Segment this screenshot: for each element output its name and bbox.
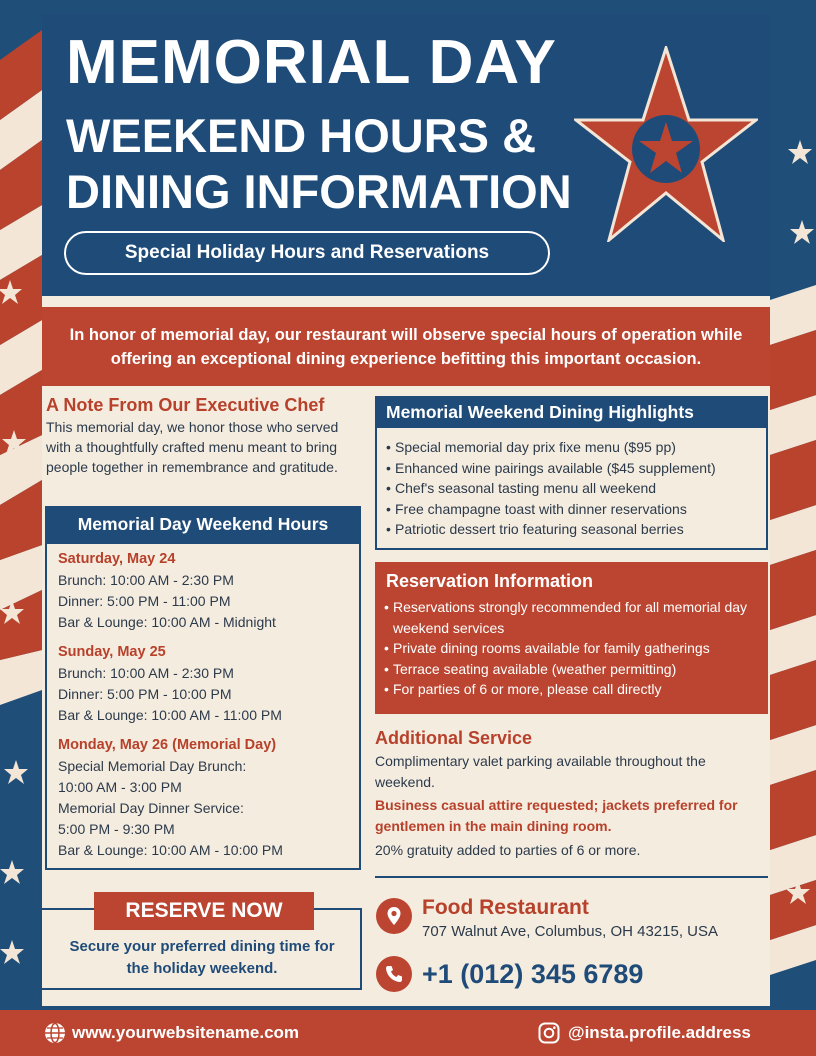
reserve-now-button[interactable]: RESERVE NOW	[94, 892, 314, 930]
hours-content	[58, 549, 358, 861]
attire-text: Business casual attire requested; jackets preferred for gentlemen in the main dining room.	[375, 797, 738, 834]
list-item: • Chef's seasonal tasting menu all weekend	[386, 478, 762, 499]
hours-line: 10:00 AM - 3:00 PM	[58, 779, 182, 795]
list-item: • Enhanced wine pairings available ($45 supplement)	[386, 458, 762, 479]
highlights-title: Memorial Weekend Dining Highlights	[375, 396, 768, 428]
gratuity-text: 20% gratuity added to parties of 6 or more.	[375, 842, 641, 858]
chef-note-title: A Note From Our Executive Chef	[46, 395, 325, 415]
star-emblem-icon	[574, 46, 758, 242]
reservation-title: Reservation Information	[386, 571, 594, 591]
hours-line: Bar & Lounge: 10:00 AM - 11:00 PM	[58, 707, 282, 723]
hours-line: Bar & Lounge: 10:00 AM - 10:00 PM	[58, 842, 283, 858]
highlights-list	[386, 437, 762, 540]
list-item: • Private dining rooms available for family gatherings	[384, 638, 762, 659]
list-item: • For parties of 6 or more, please call directly	[384, 679, 762, 700]
instagram-icon	[538, 1022, 560, 1044]
list-item: • Free champagne toast with dinner reservations	[386, 499, 762, 520]
additional-service-title: Additional Service	[375, 728, 533, 748]
list-item: • Terrace seating available (weather permitting)	[384, 659, 762, 680]
intro-banner: In honor of memorial day, our restaurant will observe special hours of operation while offering an exceptional dining experience befitting this important occasion.	[42, 307, 770, 386]
restaurant-address: 707 Walnut Ave, Columbus, OH 43215, USA	[422, 923, 718, 940]
day-heading: Sunday, May 25	[58, 644, 166, 660]
hours-line: Bar & Lounge: 10:00 AM - Midnight	[58, 614, 276, 630]
restaurant-name: Food Restaurant	[422, 896, 589, 919]
list-item: • Reservations strongly recommended for all memorial day weekend services	[384, 597, 762, 638]
globe-icon	[44, 1022, 66, 1044]
phone-icon	[376, 956, 412, 992]
location-pin-icon	[376, 898, 412, 934]
hours-line: 5:00 PM - 9:30 PM	[58, 821, 175, 837]
title-line-3: DINING INFORMATION	[66, 165, 572, 218]
list-item: • Special memorial day prix fixe menu ($95 pp)	[386, 437, 762, 458]
list-item: • Patriotic dessert trio featuring seasonal berries	[386, 519, 762, 540]
parking-text: Complimentary valet parking available throughout the weekend.	[375, 753, 706, 790]
hours-line: Brunch: 10:00 AM - 2:30 PM	[58, 665, 234, 681]
reserve-cta-text: Secure your preferred dining time for the holiday weekend.	[69, 938, 335, 977]
subtitle-pill: Special Holiday Hours and Reservations	[64, 231, 550, 275]
reservation-list	[384, 597, 762, 700]
day-heading: Saturday, May 24	[58, 551, 176, 567]
hours-line: Dinner: 5:00 PM - 10:00 PM	[58, 686, 232, 702]
title-line-2: WEEKEND HOURS &	[66, 109, 537, 162]
hours-line: Memorial Day Dinner Service:	[58, 800, 244, 816]
hours-line: Special Memorial Day Brunch:	[58, 758, 247, 774]
hours-line: Brunch: 10:00 AM - 2:30 PM	[58, 572, 234, 588]
title-line-1: MEMORIAL DAY	[66, 28, 557, 97]
hours-title: Memorial Day Weekend Hours	[45, 506, 361, 542]
website-link[interactable]: www.yourwebsitename.com	[72, 1023, 300, 1042]
day-heading: Monday, May 26 (Memorial Day)	[58, 737, 277, 753]
phone-number-link[interactable]: +1 (012) 345 6789	[422, 959, 644, 989]
divider	[375, 876, 768, 878]
hours-line: Dinner: 5:00 PM - 11:00 PM	[58, 593, 231, 609]
chef-note-body: This memorial day, we honor those who served with a thoughtfully crafted menu meant to bring people together in remembrance and gratitude.	[46, 419, 339, 475]
instagram-link[interactable]: @insta.profile.address	[568, 1023, 751, 1042]
